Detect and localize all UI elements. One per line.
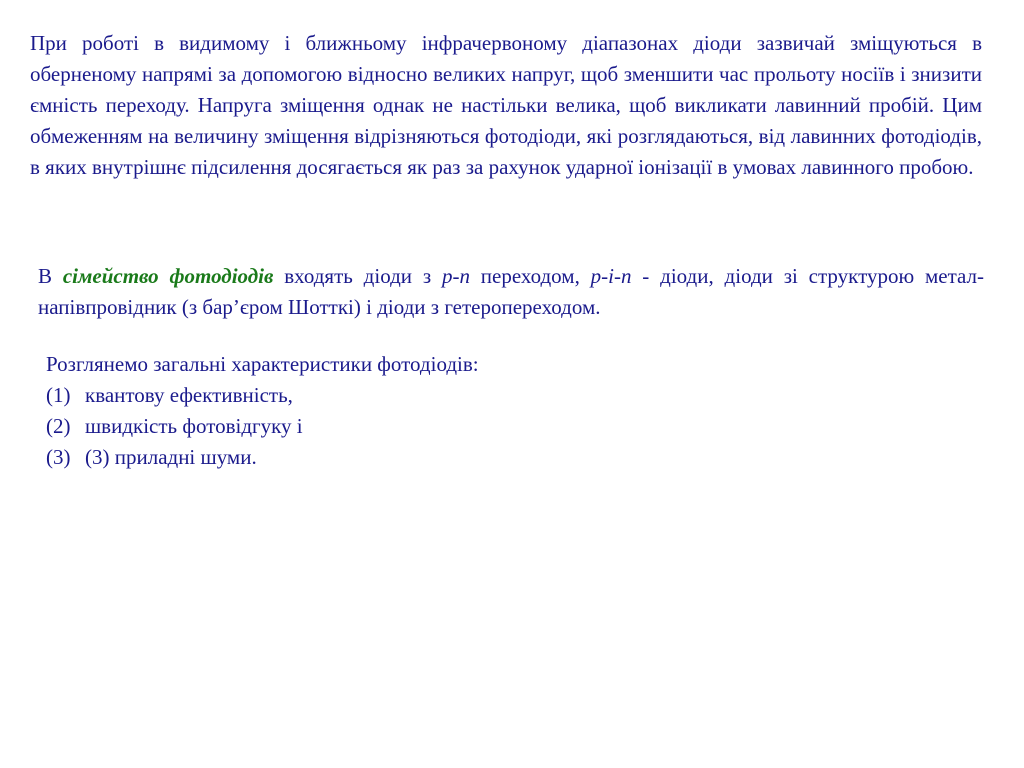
list-item-text: (3) приладні шуми. — [85, 445, 257, 469]
list-item — [46, 442, 946, 473]
p2-tail: - діоди, діоди зі структурою метал-напівпровідник (з бар’єром Шотткі) і діоди з гетеропереходом. — [38, 264, 985, 319]
characteristics-list — [46, 380, 946, 473]
list-item-number: (3) — [46, 445, 71, 469]
p2-mid1: входять діоди з — [273, 264, 442, 288]
term-photodiode-family: сімейство фотодіодів — [62, 264, 274, 288]
list-item-text: швидкість фотовідгуку і — [85, 414, 303, 438]
paragraph-reverse-bias: При роботі в видимому і ближньому інфрачервоному діапазонах діоди зазвичай зміщуються в оберненому напрямі за допомогою відносно великих напруг, щоб зменшити час прольоту носіїв і знизити ємність переходу. Напруга зміщення однак не настільки велика, щоб викликати лавинний пробій. Цим обмеженням на величину зміщення відрізняються фотодіоди, які розглядаються, від лавинних фотодіодів, в яких внутрішнє підсилення досягається як раз за рахунок ударної іонізації в умовах лавинного пробою. — [30, 31, 982, 179]
list-item — [46, 380, 946, 411]
list-item-text: квантову ефективність, — [85, 383, 293, 407]
p2-lead: В — [38, 264, 63, 288]
list-item-number: (2) — [46, 414, 71, 438]
p2-mid2: переходом, — [469, 264, 591, 288]
characteristics-list-block — [46, 349, 946, 473]
term-pin: p-i-n — [590, 264, 632, 288]
list-item — [46, 411, 946, 442]
list-item-number: (1) — [46, 383, 71, 407]
list-intro: Розглянемо загальні характеристики фотодіодів: — [46, 352, 479, 376]
term-pn: p-n — [441, 264, 470, 288]
paragraph-photodiode-family — [38, 261, 984, 323]
